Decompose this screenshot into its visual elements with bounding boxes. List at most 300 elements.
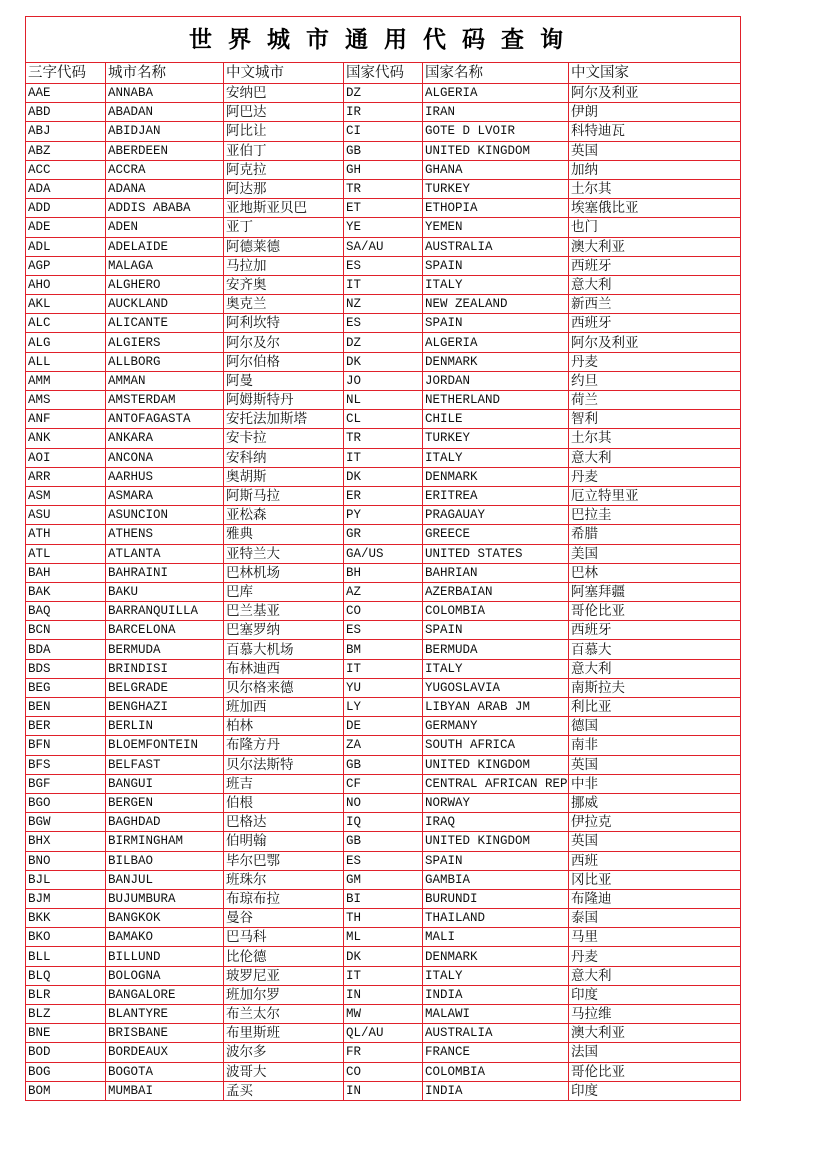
country-code-cell: FR (344, 1043, 423, 1062)
city-code-cell: BOG (26, 1062, 106, 1081)
table-row (26, 602, 741, 621)
city-code-cell: ADD (26, 199, 106, 218)
city-name-cn-cell: 阿巴达 (224, 103, 344, 122)
city-code-cell: BLQ (26, 966, 106, 985)
city-code-cell: BNE (26, 1024, 106, 1043)
city-name-cell: BANGUI (106, 774, 224, 793)
city-name-cn-cell: 布林迪西 (224, 659, 344, 678)
city-code-cell: AMS (26, 391, 106, 410)
city-code-cell: BEN (26, 698, 106, 717)
table-row (26, 333, 741, 352)
table-row (26, 774, 741, 793)
table-row (26, 582, 741, 601)
table-row (26, 314, 741, 333)
country-name-cn-cell: 加纳 (569, 160, 741, 179)
city-name-cell: BANGKOK (106, 909, 224, 928)
city-name-cell: ADANA (106, 179, 224, 198)
city-name-cn-cell: 柏林 (224, 717, 344, 736)
city-code-cell: ACC (26, 160, 106, 179)
country-name-cell: COLOMBIA (423, 602, 569, 621)
country-name-cell: SPAIN (423, 851, 569, 870)
country-name-cn-cell: 约旦 (569, 371, 741, 390)
city-code-cell: BNO (26, 851, 106, 870)
city-name-cell: BERLIN (106, 717, 224, 736)
header-cell-country-cn: 中文国家 (569, 63, 741, 84)
country-name-cn-cell: 伊拉克 (569, 813, 741, 832)
city-name-cell: BOGOTA (106, 1062, 224, 1081)
city-code-cell: BLZ (26, 1005, 106, 1024)
country-name-cn-cell: 哥伦比亚 (569, 602, 741, 621)
city-code-cell: ADA (26, 179, 106, 198)
city-name-cn-cell: 布里斯班 (224, 1024, 344, 1043)
city-name-cell: BORDEAUX (106, 1043, 224, 1062)
city-name-cell: ABADAN (106, 103, 224, 122)
country-name-cn-cell: 冈比亚 (569, 870, 741, 889)
city-name-cn-cell: 百慕大机场 (224, 640, 344, 659)
country-name-cell: FRANCE (423, 1043, 569, 1062)
country-name-cell: COLOMBIA (423, 1062, 569, 1081)
country-code-cell: TH (344, 909, 423, 928)
table-row (26, 525, 741, 544)
country-name-cell: MALI (423, 928, 569, 947)
city-name-cn-cell: 阿德莱德 (224, 237, 344, 256)
table-row (26, 813, 741, 832)
country-name-cn-cell: 印度 (569, 1081, 741, 1100)
country-code-cell: AZ (344, 582, 423, 601)
table-row (26, 736, 741, 755)
city-name-cn-cell: 比伦德 (224, 947, 344, 966)
city-code-cell: BGF (26, 774, 106, 793)
city-name-cn-cell: 马拉加 (224, 256, 344, 275)
city-code-cell: ATL (26, 544, 106, 563)
country-code-cell: GM (344, 870, 423, 889)
city-name-cell: MALAGA (106, 256, 224, 275)
city-name-cell: BRINDISI (106, 659, 224, 678)
country-code-cell: NO (344, 793, 423, 812)
city-name-cn-cell: 巴兰基亚 (224, 602, 344, 621)
city-name-cell: AUCKLAND (106, 295, 224, 314)
country-name-cell: UNITED KINGDOM (423, 832, 569, 851)
country-name-cn-cell: 阿塞拜疆 (569, 582, 741, 601)
country-name-cn-cell: 澳大利亚 (569, 1024, 741, 1043)
city-name-cn-cell: 安齐奥 (224, 275, 344, 294)
table-row (26, 889, 741, 908)
header-cell-country-code: 国家代码 (344, 63, 423, 84)
country-code-cell: ET (344, 199, 423, 218)
country-code-cell: PY (344, 506, 423, 525)
country-name-cell: JORDAN (423, 371, 569, 390)
country-name-cell: TURKEY (423, 429, 569, 448)
country-name-cell: TURKEY (423, 179, 569, 198)
city-name-cell: ABIDJAN (106, 122, 224, 141)
city-code-cell: ALG (26, 333, 106, 352)
table-row (26, 909, 741, 928)
table-row (26, 544, 741, 563)
country-name-cn-cell: 英国 (569, 141, 741, 160)
country-name-cell: ITALY (423, 966, 569, 985)
country-code-cell: CO (344, 1062, 423, 1081)
table-row (26, 851, 741, 870)
table-row (26, 486, 741, 505)
city-code-cell: BGW (26, 813, 106, 832)
country-name-cell: MALAWI (423, 1005, 569, 1024)
country-name-cell: GAMBIA (423, 870, 569, 889)
country-code-cell: ES (344, 256, 423, 275)
country-name-cn-cell: 土尔其 (569, 179, 741, 198)
city-code-cell: BOD (26, 1043, 106, 1062)
country-name-cn-cell: 法国 (569, 1043, 741, 1062)
country-name-cn-cell: 丹麦 (569, 467, 741, 486)
country-code-cell: YE (344, 218, 423, 237)
city-name-cn-cell: 伯根 (224, 793, 344, 812)
country-name-cell: ETHOPIA (423, 199, 569, 218)
city-name-cell: BARRANQUILLA (106, 602, 224, 621)
country-code-cell: IQ (344, 813, 423, 832)
city-name-cn-cell: 波尔多 (224, 1043, 344, 1062)
country-name-cell: NORWAY (423, 793, 569, 812)
country-name-cn-cell: 布隆迪 (569, 889, 741, 908)
country-code-cell: CF (344, 774, 423, 793)
header-cell-country: 国家名称 (423, 63, 569, 84)
country-code-cell: GA/US (344, 544, 423, 563)
city-code-cell: ATH (26, 525, 106, 544)
city-name-cell: BERGEN (106, 793, 224, 812)
city-code-cell: BFS (26, 755, 106, 774)
country-name-cell: ALGERIA (423, 84, 569, 103)
city-name-cell: BOLOGNA (106, 966, 224, 985)
table-row (26, 928, 741, 947)
city-name-cell: BANJUL (106, 870, 224, 889)
city-code-cell: BLL (26, 947, 106, 966)
country-name-cn-cell: 巴拉圭 (569, 506, 741, 525)
country-name-cn-cell: 伊朗 (569, 103, 741, 122)
table-row (26, 256, 741, 275)
country-code-cell: ML (344, 928, 423, 947)
country-name-cn-cell: 南非 (569, 736, 741, 755)
city-name-cell: BAGHDAD (106, 813, 224, 832)
city-name-cell: ABERDEEN (106, 141, 224, 160)
country-code-cell: DK (344, 947, 423, 966)
country-code-cell: CO (344, 602, 423, 621)
country-name-cn-cell: 西班牙 (569, 256, 741, 275)
city-name-cell: BELGRADE (106, 678, 224, 697)
country-code-cell: ER (344, 486, 423, 505)
country-name-cell: ITALY (423, 448, 569, 467)
table-row (26, 640, 741, 659)
city-code-cell: ALC (26, 314, 106, 333)
city-name-cell: BENGHAZI (106, 698, 224, 717)
country-name-cell: AUSTRALIA (423, 237, 569, 256)
country-name-cell: INDIA (423, 985, 569, 1004)
city-name-cn-cell: 布兰太尔 (224, 1005, 344, 1024)
city-name-cn-cell: 安科纳 (224, 448, 344, 467)
city-code-table (25, 16, 741, 1101)
table-row (26, 122, 741, 141)
city-name-cn-cell: 孟买 (224, 1081, 344, 1100)
country-name-cell: UNITED KINGDOM (423, 755, 569, 774)
table-row (26, 506, 741, 525)
city-name-cell: BELFAST (106, 755, 224, 774)
city-code-cell: BKK (26, 909, 106, 928)
city-name-cn-cell: 巴马科 (224, 928, 344, 947)
city-name-cell: ADEN (106, 218, 224, 237)
table-row (26, 160, 741, 179)
table-row (26, 467, 741, 486)
city-name-cell: ALGHERO (106, 275, 224, 294)
city-name-cn-cell: 雅典 (224, 525, 344, 544)
country-name-cell: SPAIN (423, 621, 569, 640)
table-row (26, 275, 741, 294)
city-name-cell: AARHUS (106, 467, 224, 486)
city-name-cn-cell: 班珠尔 (224, 870, 344, 889)
country-name-cn-cell: 西班牙 (569, 621, 741, 640)
city-name-cell: AMSTERDAM (106, 391, 224, 410)
city-name-cn-cell: 布隆方丹 (224, 736, 344, 755)
city-name-cn-cell: 巴格达 (224, 813, 344, 832)
title-row (26, 17, 741, 63)
country-name-cn-cell: 巴林 (569, 563, 741, 582)
country-name-cell: NETHERLAND (423, 391, 569, 410)
country-code-cell: MW (344, 1005, 423, 1024)
country-name-cell: DENMARK (423, 947, 569, 966)
city-name-cell: ACCRA (106, 160, 224, 179)
country-name-cell: IRAQ (423, 813, 569, 832)
country-code-cell: SA/AU (344, 237, 423, 256)
city-name-cn-cell: 亚丁 (224, 218, 344, 237)
city-code-cell: BAK (26, 582, 106, 601)
city-name-cn-cell: 贝尔法斯特 (224, 755, 344, 774)
country-name-cell: ALGERIA (423, 333, 569, 352)
country-code-cell: IT (344, 966, 423, 985)
city-name-cn-cell: 安卡拉 (224, 429, 344, 448)
country-name-cn-cell: 印度 (569, 985, 741, 1004)
country-name-cn-cell: 丹麦 (569, 947, 741, 966)
city-code-cell: BJM (26, 889, 106, 908)
country-name-cell: DENMARK (423, 467, 569, 486)
country-code-cell: IN (344, 985, 423, 1004)
country-name-cell: ERITREA (423, 486, 569, 505)
city-code-cell: AKL (26, 295, 106, 314)
country-name-cell: BAHRIAN (423, 563, 569, 582)
country-code-cell: ES (344, 314, 423, 333)
city-name-cn-cell: 阿克拉 (224, 160, 344, 179)
table-row (26, 391, 741, 410)
city-code-cell: ALL (26, 352, 106, 371)
country-name-cn-cell: 中非 (569, 774, 741, 793)
country-name-cell: SPAIN (423, 256, 569, 275)
country-name-cell: THAILAND (423, 909, 569, 928)
city-name-cell: BARCELONA (106, 621, 224, 640)
city-name-cn-cell: 贝尔格来德 (224, 678, 344, 697)
table-row (26, 179, 741, 198)
city-name-cell: ATLANTA (106, 544, 224, 563)
city-name-cn-cell: 安纳巴 (224, 84, 344, 103)
city-code-cell: BKO (26, 928, 106, 947)
page-title: 世界城市通用代码查询 (26, 17, 741, 63)
table-row (26, 717, 741, 736)
table-row (26, 659, 741, 678)
city-name-cn-cell: 玻罗尼亚 (224, 966, 344, 985)
country-name-cell: CENTRAL AFRICAN REP (423, 774, 569, 793)
city-name-cell: ALLBORG (106, 352, 224, 371)
city-code-cell: AOI (26, 448, 106, 467)
country-name-cn-cell: 马拉维 (569, 1005, 741, 1024)
table-row (26, 371, 741, 390)
city-code-cell: BJL (26, 870, 106, 889)
table-row (26, 429, 741, 448)
country-name-cell: SOUTH AFRICA (423, 736, 569, 755)
country-name-cell: DENMARK (423, 352, 569, 371)
country-code-cell: TR (344, 429, 423, 448)
country-name-cn-cell: 科特迪瓦 (569, 122, 741, 141)
city-code-cell: ADE (26, 218, 106, 237)
city-code-cell: BHX (26, 832, 106, 851)
city-name-cell: AMMAN (106, 371, 224, 390)
city-code-cell: BDA (26, 640, 106, 659)
country-name-cell: AUSTRALIA (423, 1024, 569, 1043)
city-code-cell: BER (26, 717, 106, 736)
city-name-cn-cell: 阿尔伯格 (224, 352, 344, 371)
country-code-cell: CI (344, 122, 423, 141)
table-row (26, 1024, 741, 1043)
country-name-cn-cell: 泰国 (569, 909, 741, 928)
city-name-cell: ATHENS (106, 525, 224, 544)
country-code-cell: GB (344, 141, 423, 160)
city-name-cn-cell: 阿斯马拉 (224, 486, 344, 505)
table-row (26, 218, 741, 237)
city-code-cell: ADL (26, 237, 106, 256)
table-row (26, 84, 741, 103)
country-name-cell: GERMANY (423, 717, 569, 736)
country-name-cn-cell: 英国 (569, 832, 741, 851)
country-code-cell: GH (344, 160, 423, 179)
city-name-cn-cell: 亚伯丁 (224, 141, 344, 160)
country-code-cell: DZ (344, 84, 423, 103)
country-name-cell: UNITED STATES (423, 544, 569, 563)
city-name-cn-cell: 巴林机场 (224, 563, 344, 582)
city-code-cell: ABZ (26, 141, 106, 160)
country-name-cn-cell: 埃塞俄比亚 (569, 199, 741, 218)
table-row (26, 832, 741, 851)
city-name-cell: BILLUND (106, 947, 224, 966)
table-row (26, 698, 741, 717)
country-name-cn-cell: 丹麦 (569, 352, 741, 371)
city-name-cn-cell: 亚地斯亚贝巴 (224, 199, 344, 218)
city-name-cn-cell: 阿尔及尔 (224, 333, 344, 352)
city-code-cell: BAH (26, 563, 106, 582)
city-name-cn-cell: 安托法加斯塔 (224, 410, 344, 429)
country-name-cell: IRAN (423, 103, 569, 122)
country-code-cell: DE (344, 717, 423, 736)
country-name-cell: GREECE (423, 525, 569, 544)
country-code-cell: DK (344, 352, 423, 371)
country-name-cell: BERMUDA (423, 640, 569, 659)
table-row (26, 678, 741, 697)
city-name-cell: BANGALORE (106, 985, 224, 1004)
country-name-cn-cell: 澳大利亚 (569, 237, 741, 256)
country-name-cell: GHANA (423, 160, 569, 179)
city-code-cell: BLR (26, 985, 106, 1004)
city-name-cell: BIRMINGHAM (106, 832, 224, 851)
country-name-cell: PRAGAUAY (423, 506, 569, 525)
city-name-cn-cell: 奥胡斯 (224, 467, 344, 486)
city-name-cn-cell: 阿比让 (224, 122, 344, 141)
country-name-cn-cell: 厄立特里亚 (569, 486, 741, 505)
country-name-cn-cell: 马里 (569, 928, 741, 947)
city-name-cell: BAMAKO (106, 928, 224, 947)
city-name-cell: ANCONA (106, 448, 224, 467)
country-name-cell: NEW ZEALAND (423, 295, 569, 314)
table-row (26, 237, 741, 256)
city-name-cell: BLOEMFONTEIN (106, 736, 224, 755)
country-code-cell: TR (344, 179, 423, 198)
table-row (26, 410, 741, 429)
city-name-cell: BRISBANE (106, 1024, 224, 1043)
city-name-cn-cell: 阿姆斯特丹 (224, 391, 344, 410)
table-row (26, 755, 741, 774)
country-code-cell: GR (344, 525, 423, 544)
country-code-cell: ZA (344, 736, 423, 755)
country-name-cn-cell: 西班 (569, 851, 741, 870)
city-code-cell: BEG (26, 678, 106, 697)
country-name-cell: UNITED KINGDOM (423, 141, 569, 160)
city-code-cell: BGO (26, 793, 106, 812)
country-name-cell: BURUNDI (423, 889, 569, 908)
city-code-cell: ASM (26, 486, 106, 505)
city-name-cn-cell: 班加尔罗 (224, 985, 344, 1004)
country-name-cell: ITALY (423, 659, 569, 678)
city-name-cn-cell: 亚特兰大 (224, 544, 344, 563)
country-name-cell: YEMEN (423, 218, 569, 237)
city-name-cell: ANKARA (106, 429, 224, 448)
country-code-cell: ES (344, 851, 423, 870)
city-code-cell: AMM (26, 371, 106, 390)
city-name-cn-cell: 班吉 (224, 774, 344, 793)
country-name-cn-cell: 土尔其 (569, 429, 741, 448)
country-code-cell: IT (344, 448, 423, 467)
country-name-cn-cell: 英国 (569, 755, 741, 774)
city-code-cell: ANF (26, 410, 106, 429)
city-name-cell: BUJUMBURA (106, 889, 224, 908)
country-name-cell: YUGOSLAVIA (423, 678, 569, 697)
table-row (26, 1005, 741, 1024)
city-code-cell: ARR (26, 467, 106, 486)
table-row (26, 966, 741, 985)
country-code-cell: IT (344, 659, 423, 678)
country-name-cn-cell: 智利 (569, 410, 741, 429)
country-name-cn-cell: 南斯拉夫 (569, 678, 741, 697)
city-name-cn-cell: 阿曼 (224, 371, 344, 390)
country-code-cell: DZ (344, 333, 423, 352)
city-name-cell: BAKU (106, 582, 224, 601)
country-name-cn-cell: 新西兰 (569, 295, 741, 314)
city-code-cell: BAQ (26, 602, 106, 621)
country-name-cn-cell: 挪威 (569, 793, 741, 812)
city-code-cell: ABD (26, 103, 106, 122)
table-row (26, 352, 741, 371)
country-name-cn-cell: 德国 (569, 717, 741, 736)
city-code-cell: AGP (26, 256, 106, 275)
city-name-cell: ALGIERS (106, 333, 224, 352)
city-name-cn-cell: 阿利坎特 (224, 314, 344, 333)
country-name-cn-cell: 意大利 (569, 966, 741, 985)
country-name-cell: INDIA (423, 1081, 569, 1100)
city-name-cell: BAHRAINI (106, 563, 224, 582)
country-name-cn-cell: 希腊 (569, 525, 741, 544)
country-name-cell: ITALY (423, 275, 569, 294)
country-code-cell: JO (344, 371, 423, 390)
table-row (26, 985, 741, 1004)
